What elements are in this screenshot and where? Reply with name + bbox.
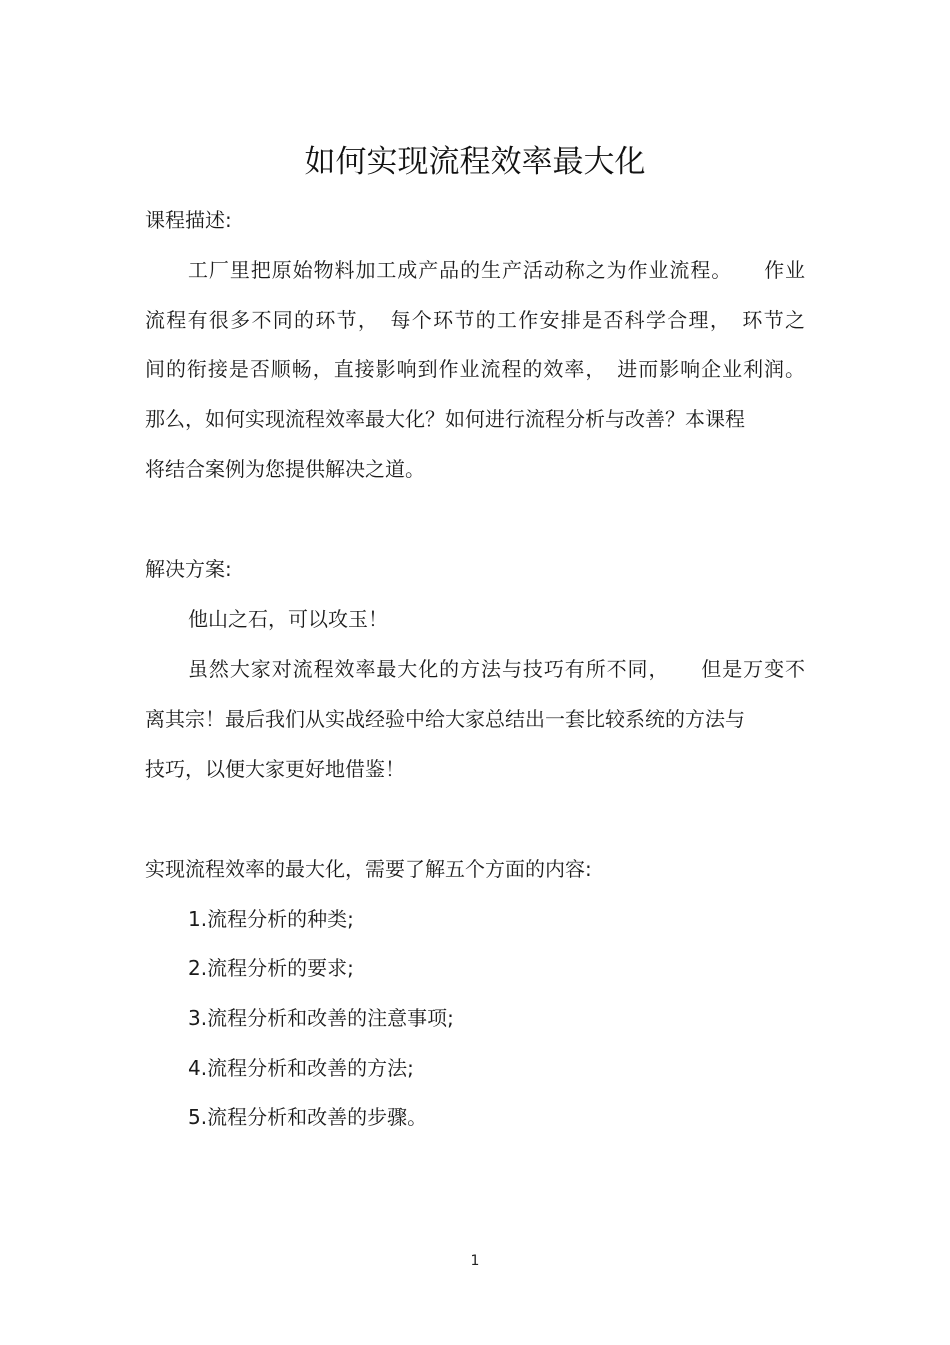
document-title: 如何实现流程效率最大化 bbox=[304, 144, 646, 180]
solution-paragraph-line: 虽然大家对流程效率最大化的方法与技巧有所不同， 但是万变不 bbox=[188, 657, 805, 681]
course-paragraph-line: 流程有很多不同的环节， 每个环节的工作安排是否科学合理， 环节之 bbox=[145, 308, 805, 332]
aspect-list-item: 4.流程分析和改善的方法; bbox=[188, 1056, 414, 1080]
aspect-list-item: 2.流程分析的要求; bbox=[188, 956, 354, 980]
aspect-list-item: 1.流程分析的种类; bbox=[188, 907, 354, 931]
course-paragraph-line: 那么，如何实现流程效率最大化？如何进行流程分析与改善？本课程 bbox=[145, 407, 745, 431]
solution-paragraph-line: 技巧，以便大家更好地借鉴！ bbox=[145, 757, 405, 781]
course-paragraph-line: 工厂里把原始物料加工成产品的生产活动称之为作业流程。 作业 bbox=[188, 258, 805, 282]
solution-paragraph-line: 离其宗！最后我们从实战经验中给大家总结出一套比较系统的方法与 bbox=[145, 707, 745, 731]
course-paragraph-line: 间的衔接是否顺畅，直接影响到作业流程的效率， 进而影响企业利润。 bbox=[145, 357, 805, 381]
aspects-intro: 实现流程效率的最大化，需要了解五个方面的内容: bbox=[145, 857, 592, 881]
aspect-list-item: 5.流程分析和改善的步骤。 bbox=[188, 1105, 428, 1129]
solution-heading: 解决方案: bbox=[145, 557, 232, 581]
solution-proverb: 他山之石，可以攻玉！ bbox=[188, 607, 388, 631]
course-heading: 课程描述: bbox=[145, 208, 232, 232]
page-number: 1 bbox=[470, 1253, 480, 1269]
aspect-list-item: 3.流程分析和改善的注意事项; bbox=[188, 1006, 454, 1030]
course-paragraph-line: 将结合案例为您提供解决之道。 bbox=[145, 457, 425, 481]
